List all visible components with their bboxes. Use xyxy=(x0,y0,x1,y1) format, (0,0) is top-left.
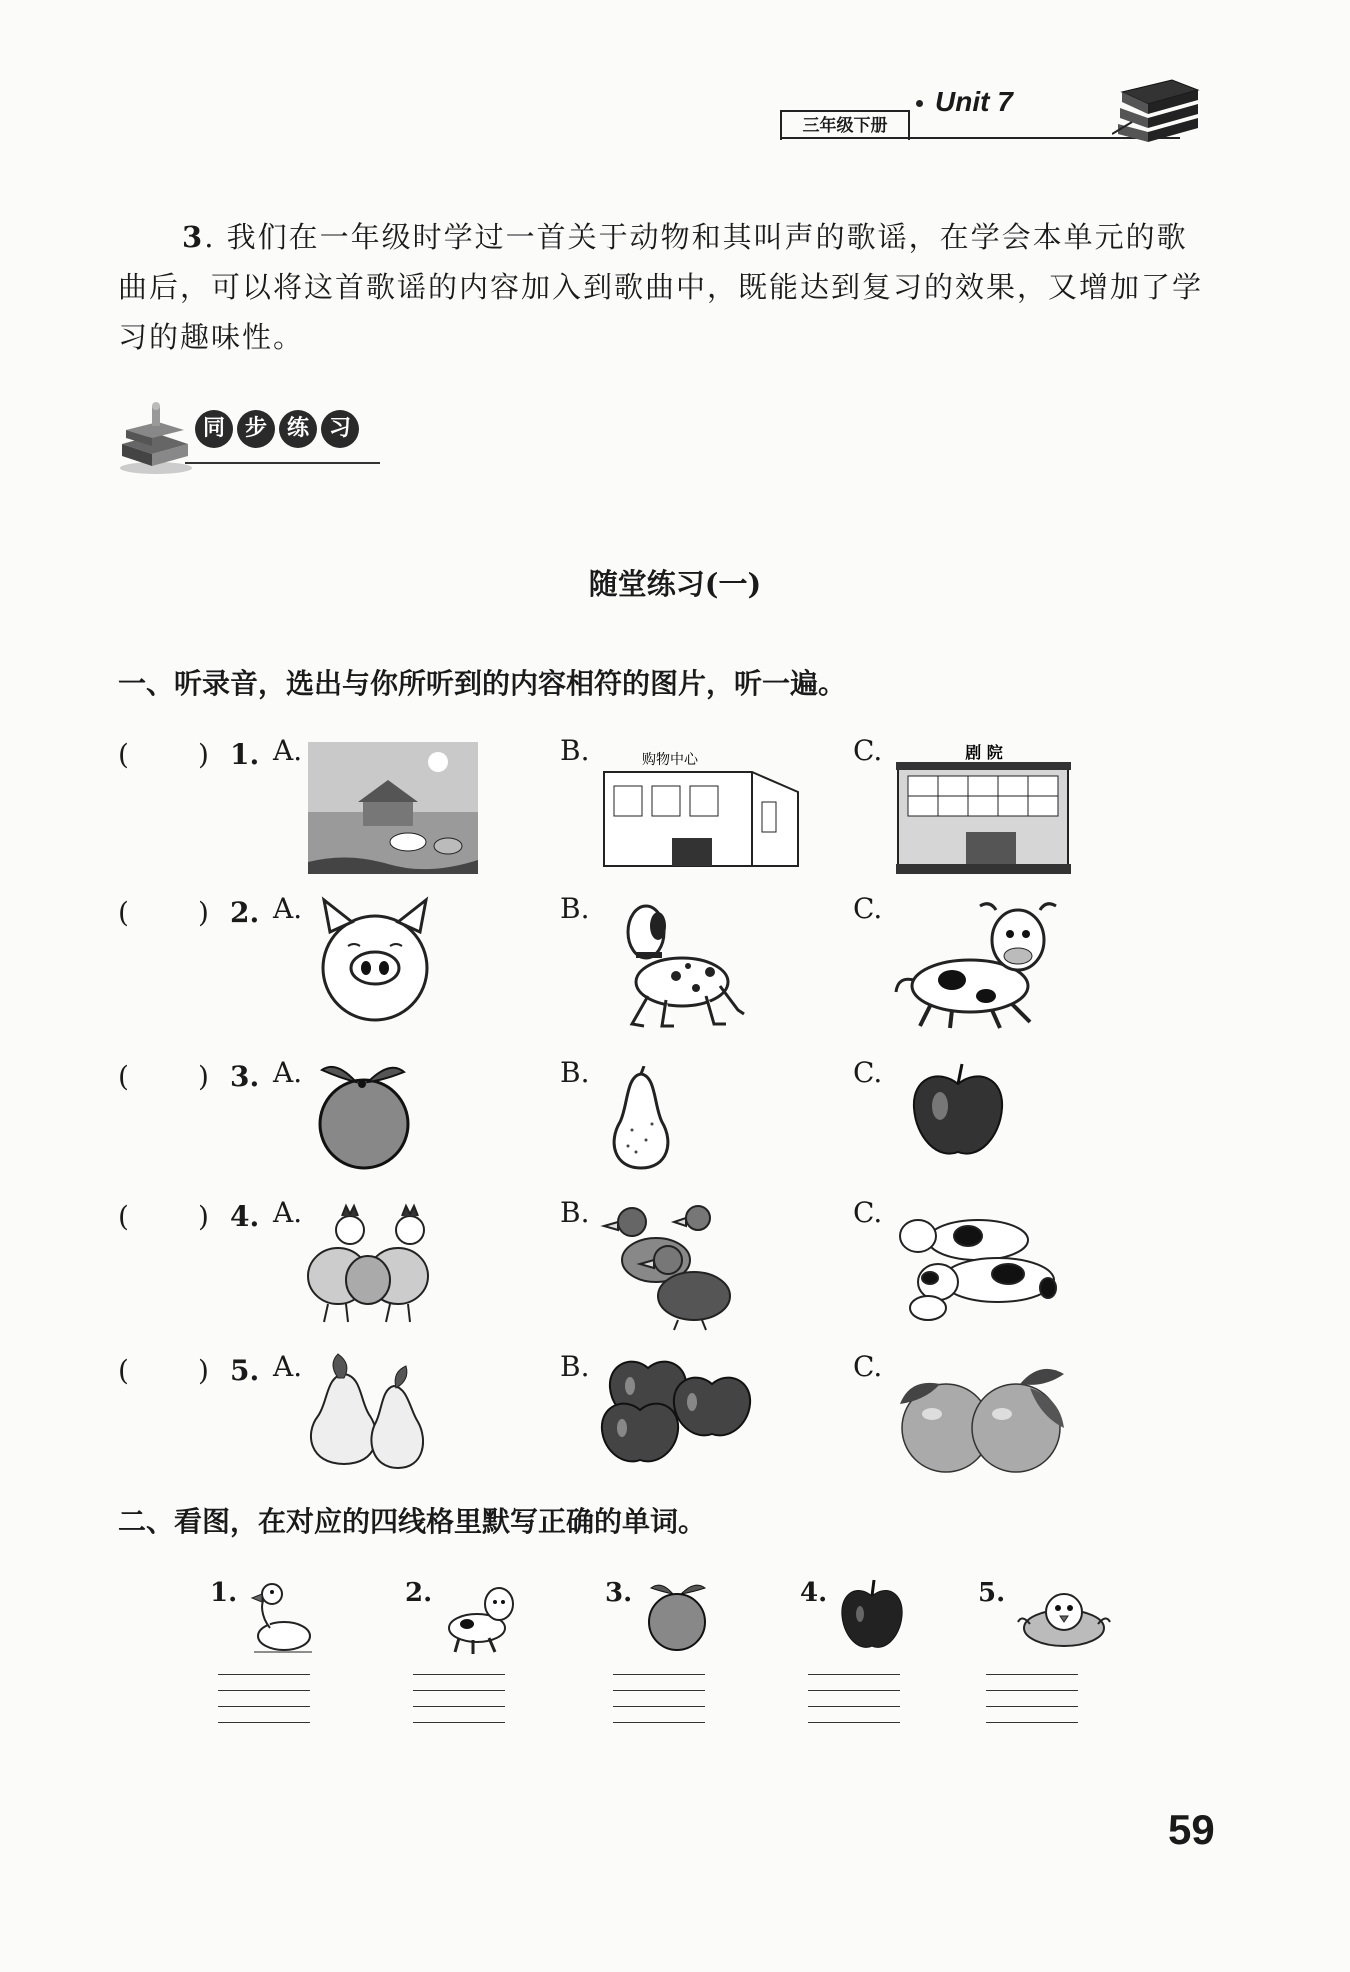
section2-heading: 二、看图，在对应的四线格里默写正确的单词。 xyxy=(118,1505,707,1538)
writing-item-4 xyxy=(800,1578,940,1738)
answer-paren-open: ( xyxy=(118,738,129,771)
writing-item-1 xyxy=(210,1578,350,1738)
badge-char: 步 xyxy=(237,410,275,448)
writing-item-2 xyxy=(405,1578,545,1738)
question-number: 5. xyxy=(230,1354,260,1387)
badge-char: 习 xyxy=(321,410,359,448)
option-c-label: C. xyxy=(853,1056,883,1089)
grade-label: 三年级下册 xyxy=(780,110,910,140)
option-b-label: B. xyxy=(560,892,590,925)
books-icon xyxy=(1112,78,1202,146)
writing-item-3 xyxy=(605,1578,745,1738)
answer-paren-close: ) xyxy=(198,1060,209,1093)
cow-picture xyxy=(892,896,1062,1031)
item-number: 3. xyxy=(605,1578,633,1608)
section1-heading: 一、听录音，选出与你所听到的内容相符的图片，听一遍。 xyxy=(118,667,847,700)
orange-small-picture xyxy=(643,1578,713,1658)
answer-paren-open: ( xyxy=(118,896,129,929)
option-c-label: C. xyxy=(853,892,883,925)
option-a-label: A. xyxy=(273,1196,303,1229)
page-number: 59 xyxy=(1168,1806,1215,1853)
option-a-label: A. xyxy=(273,734,303,767)
option-a-label: A. xyxy=(273,892,303,925)
option-c-label: C. xyxy=(853,1350,883,1383)
option-b-label: B. xyxy=(560,1350,590,1383)
question-row-5 xyxy=(118,1350,1218,1504)
apple-picture xyxy=(908,1062,1008,1162)
answer-paren-close: ) xyxy=(198,1354,209,1387)
chickens-picture xyxy=(298,1200,448,1326)
four-line-grid[interactable] xyxy=(986,1674,1078,1738)
badge-char: 同 xyxy=(195,410,233,448)
option-b-label: B. xyxy=(560,1056,590,1089)
item-number: 4. xyxy=(800,1578,828,1608)
option-b-label: B. xyxy=(560,734,590,767)
four-line-grid[interactable] xyxy=(413,1674,505,1738)
question-row-2 xyxy=(118,892,1218,1046)
badge-char: 练 xyxy=(279,410,317,448)
intro-text: . 我们在一年级时学过一首关于动物和其叫声的歌谣，在学会本单元的歌曲后，可以将这首歌谣的内容加入到歌曲中，既能达到复习的效果，又增加了学习的趣味性。 xyxy=(118,220,1204,354)
answer-paren-open: ( xyxy=(118,1060,129,1093)
question-number: 4. xyxy=(230,1200,260,1233)
writing-item-5 xyxy=(978,1578,1118,1738)
question-row-4 xyxy=(118,1196,1218,1350)
four-line-grid[interactable] xyxy=(613,1674,705,1738)
question-row-3 xyxy=(118,1056,1218,1210)
option-c-label: C. xyxy=(853,734,883,767)
cow-small-picture xyxy=(443,1578,523,1658)
four-line-grid[interactable] xyxy=(808,1674,900,1738)
badge-title xyxy=(195,410,359,448)
oranges-picture xyxy=(892,1348,1072,1478)
answer-paren-close: ) xyxy=(198,738,209,771)
option-c-label: C. xyxy=(853,1196,883,1229)
option-b-label: B. xyxy=(560,1196,590,1229)
header-dot xyxy=(916,100,923,107)
duck-picture xyxy=(248,1578,318,1658)
pear-picture xyxy=(606,1066,676,1172)
shopping-center-picture xyxy=(602,746,802,872)
question-number: 1. xyxy=(230,738,260,771)
orange-picture xyxy=(316,1060,416,1172)
dog-picture xyxy=(596,896,746,1031)
option-a-label: A. xyxy=(273,1350,303,1383)
option-a-label: A. xyxy=(273,1056,303,1089)
intro-paragraph xyxy=(118,212,1203,362)
theater-sign: 剧 院 xyxy=(965,743,1003,762)
exercise-title: 随堂练习(一) xyxy=(588,567,762,601)
item-number: 1. xyxy=(210,1578,238,1608)
ducks-picture xyxy=(598,1200,748,1332)
pears-picture xyxy=(298,1350,428,1476)
unit-title: Unit 7 xyxy=(935,86,1013,117)
cows-picture xyxy=(888,1200,1068,1330)
farm-scene-picture xyxy=(308,742,478,874)
four-line-grid[interactable] xyxy=(218,1674,310,1738)
apples-picture xyxy=(600,1348,760,1478)
bird-in-nest-picture xyxy=(1016,1578,1116,1658)
answer-paren-open: ( xyxy=(118,1354,129,1387)
item-number: 5. xyxy=(978,1578,1006,1608)
intro-number: 3 xyxy=(182,220,205,254)
apple-small-picture xyxy=(838,1578,908,1658)
shopping-center-sign: 购物中心 xyxy=(642,752,698,768)
pig-picture xyxy=(310,896,440,1026)
answer-paren-close: ) xyxy=(198,1200,209,1233)
theater-picture xyxy=(896,742,1071,874)
question-number: 2. xyxy=(230,896,260,929)
question-row-1 xyxy=(118,734,1218,888)
badge-rule xyxy=(185,462,380,464)
item-number: 2. xyxy=(405,1578,433,1608)
question-number: 3. xyxy=(230,1060,260,1093)
answer-paren-open: ( xyxy=(118,1200,129,1233)
answer-paren-close: ) xyxy=(198,896,209,929)
